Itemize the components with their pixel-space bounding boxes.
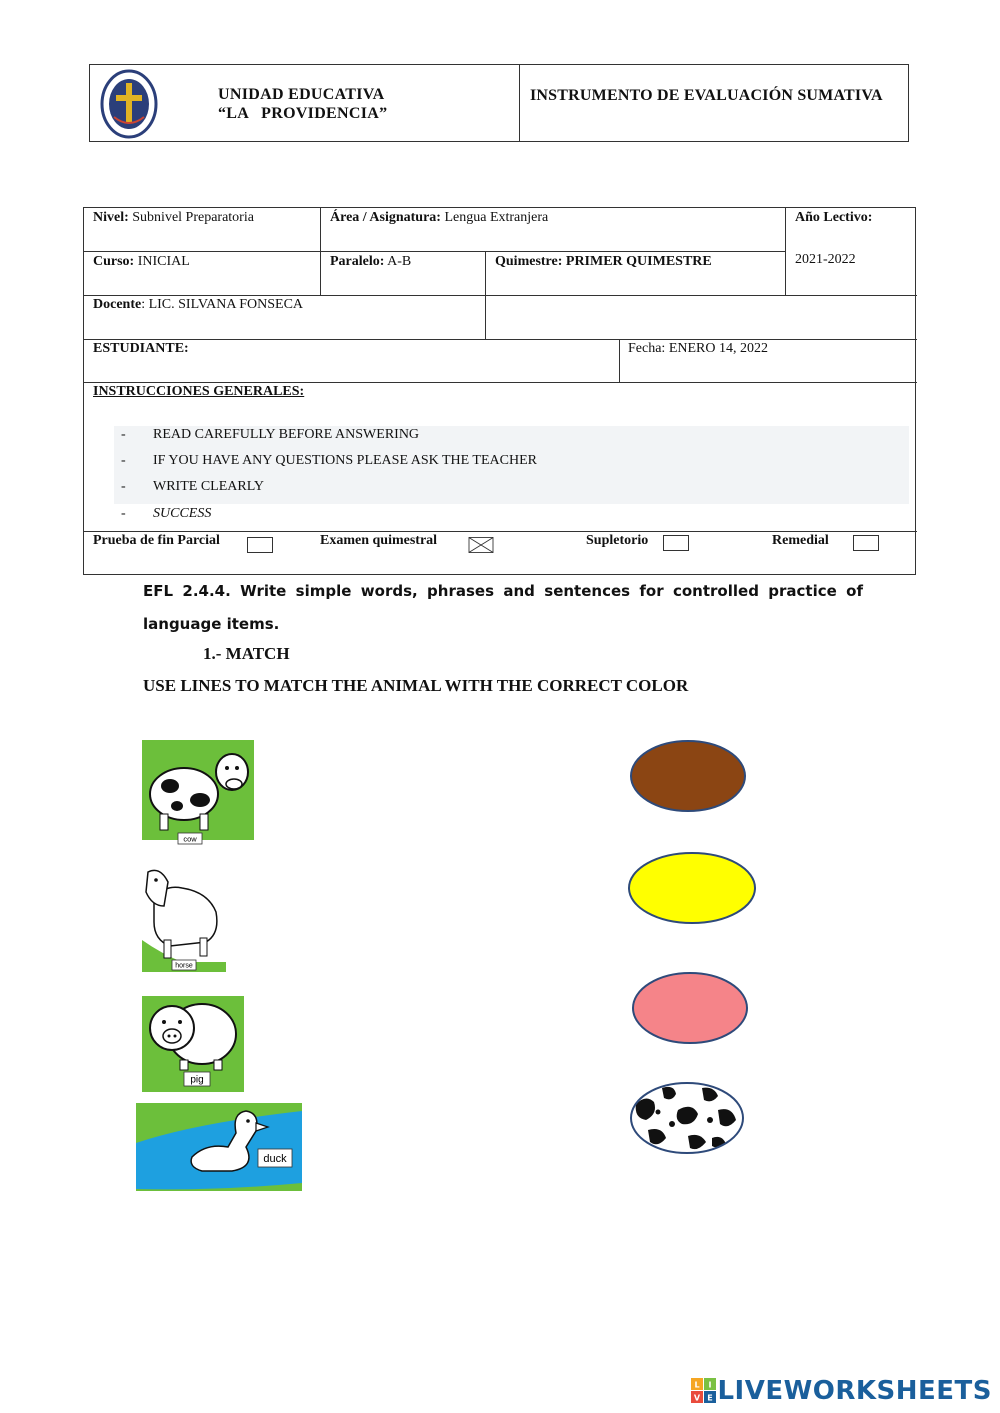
color-oval-yellow[interactable] bbox=[626, 850, 758, 926]
svg-text:V: V bbox=[694, 1393, 701, 1403]
liveworksheets-logo-icon bbox=[691, 1378, 717, 1404]
horse-label: horse bbox=[175, 962, 193, 970]
svg-text:L: L bbox=[694, 1380, 701, 1390]
nivel-cell: Nivel: Subnivel Preparatoria bbox=[93, 210, 254, 225]
school-logo bbox=[100, 69, 158, 139]
exam-type-remedial-checkbox[interactable] bbox=[853, 535, 879, 551]
docente-cell: Docente: LIC. SILVANA FONSECA bbox=[93, 297, 304, 312]
header-box bbox=[89, 64, 909, 142]
exam-type-quimestral-checkbox[interactable] bbox=[468, 537, 494, 553]
svg-text:E: E bbox=[707, 1393, 714, 1403]
exam-type-supletorio-checkbox[interactable] bbox=[663, 535, 689, 551]
instruction-item: - SUCCESS bbox=[121, 506, 212, 521]
instrucciones-label: INSTRUCCIONES GENERALES: bbox=[93, 384, 305, 399]
exam-type-quimestral-label: Examen quimestral bbox=[320, 533, 438, 548]
exam-type-parcial-label: Prueba de fin Parcial bbox=[93, 533, 220, 548]
instruction-item: - WRITE CLEARLY bbox=[121, 479, 264, 494]
svg-text:I: I bbox=[708, 1380, 712, 1390]
estudiante-cell: ESTUDIANTE: bbox=[93, 341, 189, 356]
duck-image[interactable] bbox=[136, 1103, 302, 1191]
cow-image[interactable] bbox=[142, 740, 254, 852]
instruction-item: - READ CAREFULLY BEFORE ANSWERING bbox=[121, 427, 420, 442]
quimestre-cell: Quimestre: PRIMER QUIMESTRE bbox=[495, 254, 712, 269]
exam-type-remedial-label: Remedial bbox=[772, 533, 829, 548]
curso-cell: Curso: INICIAL bbox=[93, 254, 190, 269]
duck-label: duck bbox=[263, 1153, 287, 1165]
school-line-2: “LA PROVIDENCIA” bbox=[218, 105, 388, 122]
color-oval-brown[interactable] bbox=[628, 738, 748, 814]
school-name bbox=[218, 85, 387, 123]
instruction-item: - IF YOU HAVE ANY QUESTIONS PLEASE ASK THE TEACHER bbox=[121, 453, 537, 468]
pig-image[interactable] bbox=[142, 982, 244, 1092]
instrument-title: INSTRUMENTO DE EVALUACIÓN SUMATIVA bbox=[530, 87, 883, 104]
horse-image[interactable] bbox=[142, 862, 226, 972]
cow-label: cow bbox=[183, 834, 197, 844]
color-oval-cow-spots[interactable] bbox=[628, 1080, 746, 1156]
anio-value: 2021-2022 bbox=[795, 252, 856, 267]
info-table bbox=[83, 207, 916, 575]
anio-label: Año Lectivo: bbox=[795, 210, 873, 225]
liveworksheets-brand bbox=[691, 1376, 992, 1406]
fecha-cell: Fecha: ENERO 14, 2022 bbox=[628, 341, 768, 356]
area-cell: Área / Asignatura: Lengua Extranjera bbox=[330, 210, 549, 225]
exercise-title: 1.- MATCH bbox=[203, 644, 290, 663]
school-line-1: UNIDAD EDUCATIVA bbox=[218, 86, 385, 103]
paralelo-cell: Paralelo: A-B bbox=[330, 254, 412, 269]
objective-text: EFL 2.4.4. Write simple words, phrases and sentences for controlled practice of language items. bbox=[143, 582, 863, 633]
exam-type-supletorio-label: Supletorio bbox=[586, 533, 649, 548]
liveworksheets-wordmark: LIVEWORKSHEETS bbox=[717, 1376, 992, 1406]
pig-label: pig bbox=[190, 1074, 204, 1086]
header-divider bbox=[519, 65, 520, 141]
exam-type-parcial-checkbox[interactable] bbox=[247, 537, 273, 553]
color-oval-pink[interactable] bbox=[630, 970, 750, 1046]
exercise-instruction: USE LINES TO MATCH THE ANIMAL WITH THE CORRECT COLOR bbox=[143, 676, 689, 695]
